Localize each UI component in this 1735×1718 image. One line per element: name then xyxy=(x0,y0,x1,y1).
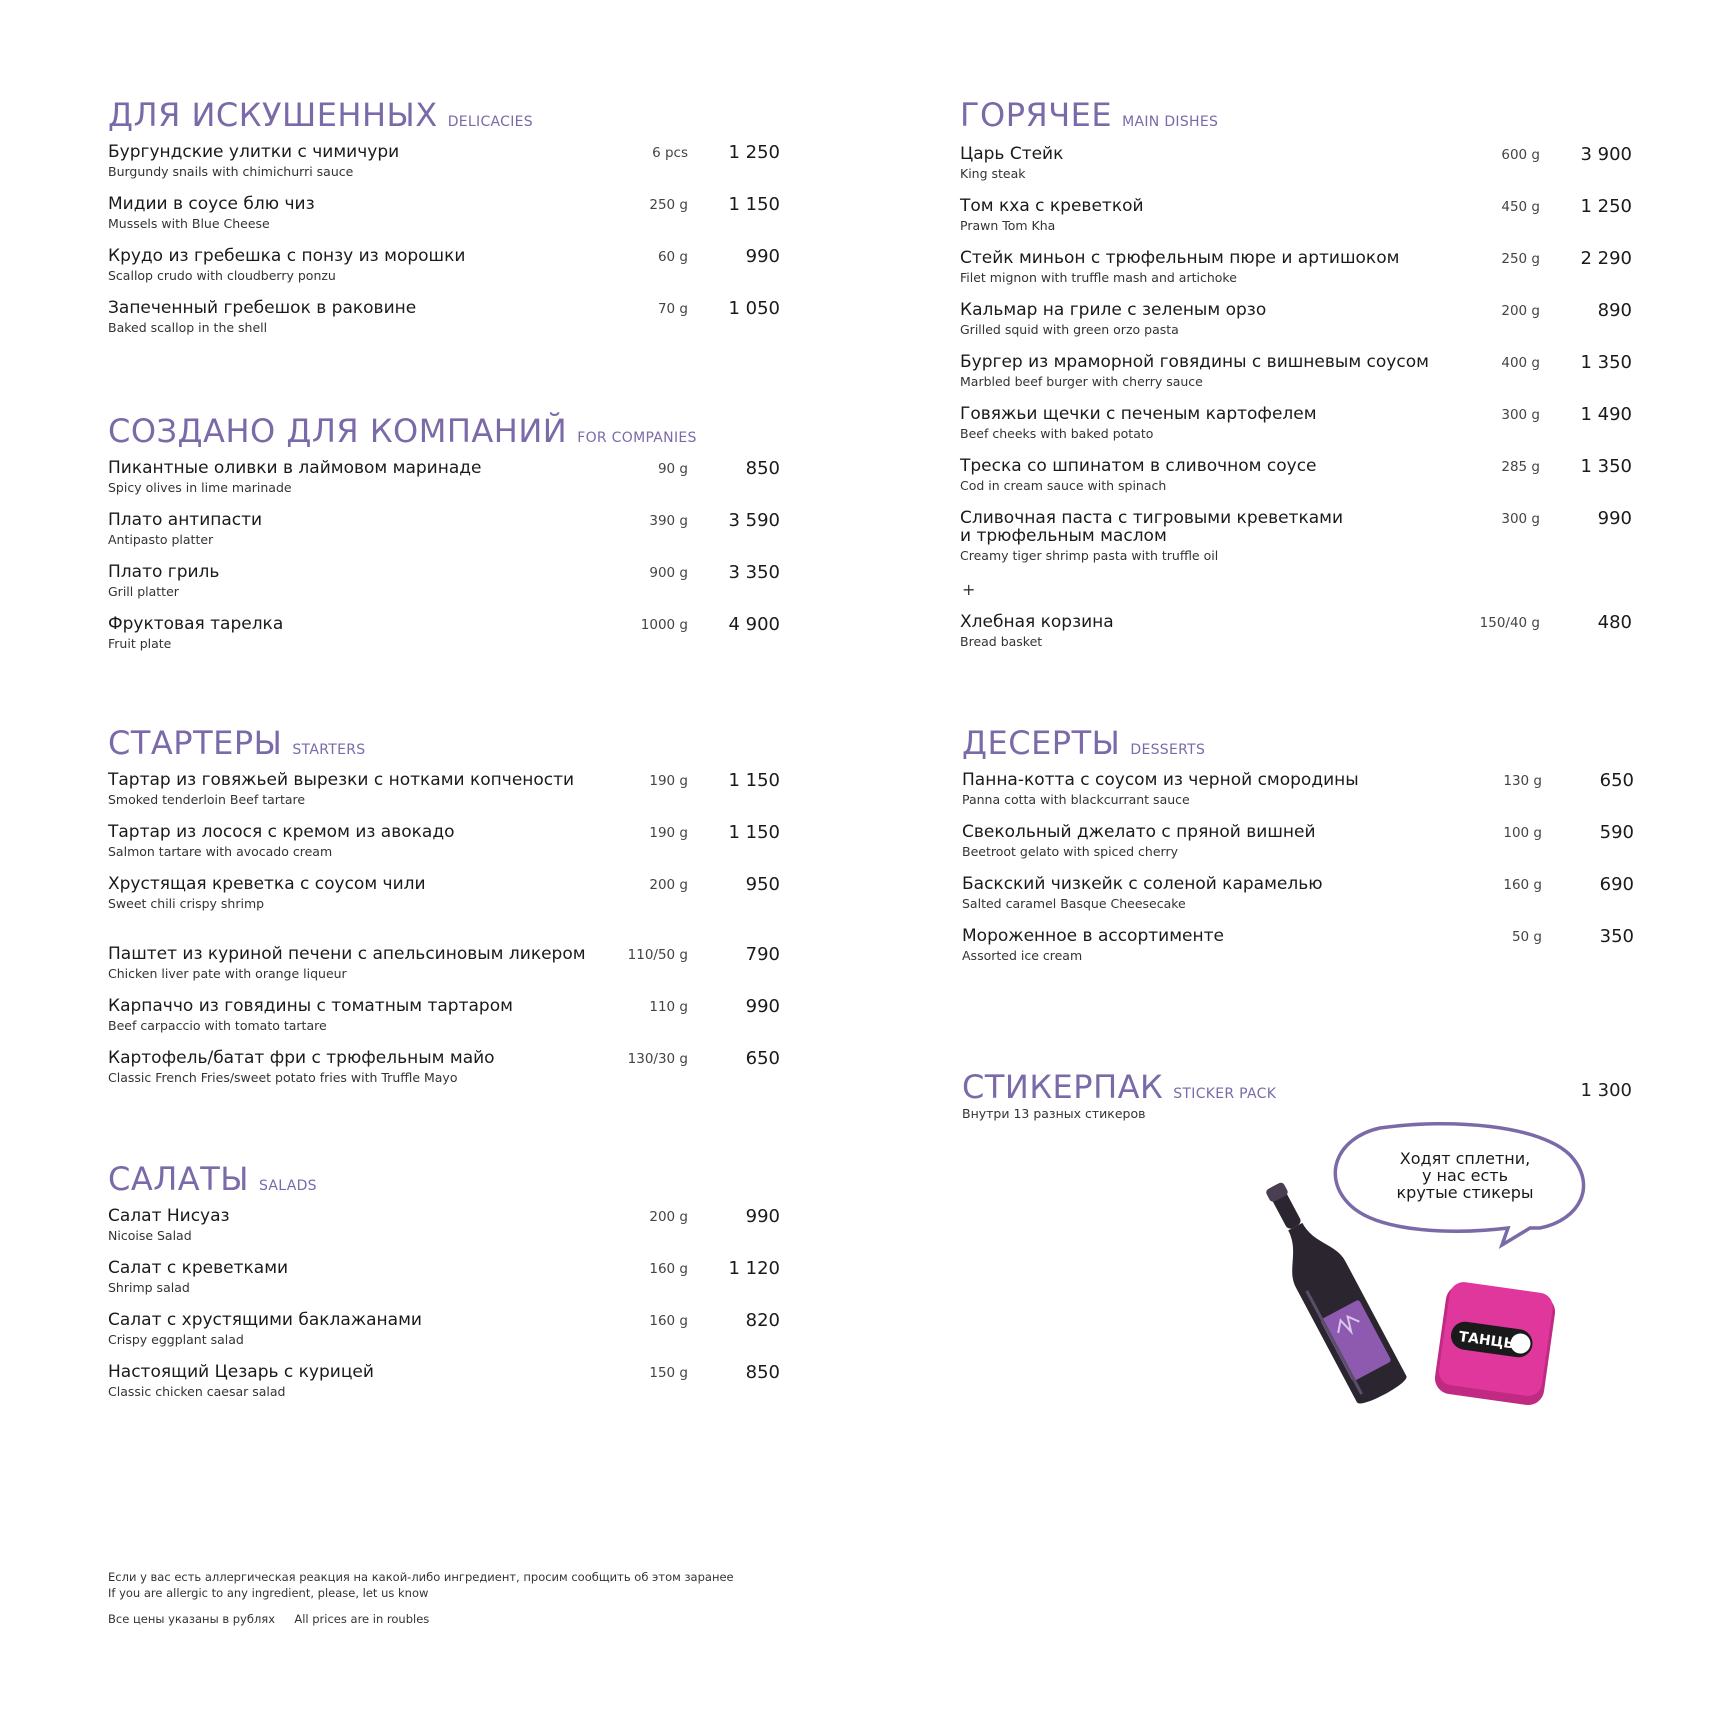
item-name-line2: и трюфельным маслом xyxy=(960,526,1167,546)
item-name-en: Creamy tiger shrimp pasta with truffle oil xyxy=(960,548,1219,563)
item-price: 850 xyxy=(745,458,780,479)
prices-note-en: All prices are in roubles xyxy=(294,1612,430,1626)
item-weight: 150 g xyxy=(649,1365,688,1381)
item-weight: 1000 g xyxy=(640,617,688,633)
menu-item xyxy=(960,144,1660,196)
item-price: 990 xyxy=(745,1206,780,1227)
item-name: Салат Нисуаз xyxy=(108,1206,230,1226)
item-name: Салат с хрустящими баклажанами xyxy=(108,1310,422,1330)
section-title-en: FOR COMPANIES xyxy=(577,430,697,446)
item-name-en: Filet mignon with truffle mash and artichoke xyxy=(960,270,1237,285)
item-name-en: Salmon tartare with avocado cream xyxy=(108,844,333,859)
item-weight: 400 g xyxy=(1501,355,1540,371)
section-starters xyxy=(108,724,808,1100)
item-weight: 200 g xyxy=(649,877,688,893)
item-name: Свекольный джелато с пряной вишней xyxy=(962,822,1316,842)
item-name-en: Baked scallop in the shell xyxy=(108,320,268,335)
section-title-ru: ДЕСЕРТЫ xyxy=(962,724,1121,762)
item-name-en: Fruit plate xyxy=(108,636,172,651)
item-weight: 200 g xyxy=(649,1209,688,1225)
menu-item xyxy=(108,996,808,1048)
item-name-en: Spicy olives in lime marinade xyxy=(108,480,292,495)
item-price: 480 xyxy=(1597,612,1632,633)
item-name: Картофель/батат фри с трюфельным майо xyxy=(108,1048,495,1068)
menu-item xyxy=(108,298,808,350)
sticker-badge-text: ТАНЦЫ xyxy=(1457,1328,1519,1354)
item-price: 690 xyxy=(1599,874,1634,895)
section-title-ru: ГОРЯЧЕЕ xyxy=(960,96,1113,134)
item-name-en: Prawn Tom Kha xyxy=(960,218,1056,233)
item-name: Настоящий Цезарь с курицей xyxy=(108,1362,374,1382)
section-title xyxy=(108,1160,808,1198)
plus-sign: + xyxy=(962,580,976,599)
item-name-en: Burgundy snails with chimichurri sauce xyxy=(108,164,354,179)
section-title xyxy=(962,724,1662,762)
item-name: Тартар из говяжьей вырезки с нотками копчености xyxy=(108,770,575,790)
item-name-en: Classic chicken caesar salad xyxy=(108,1384,286,1399)
item-name: Плато антипасти xyxy=(108,510,263,530)
item-name: Мороженное в ассортименте xyxy=(962,926,1224,946)
menu-item xyxy=(108,1206,808,1258)
item-name-en: King steak xyxy=(960,166,1026,181)
menu-item xyxy=(108,944,808,996)
item-name-en: Mussels with Blue Cheese xyxy=(108,216,270,231)
item-price: 1 150 xyxy=(728,822,780,843)
item-weight: 130 g xyxy=(1503,773,1542,789)
item-name-en: Nicoise Salad xyxy=(108,1228,192,1243)
item-name: Бургундские улитки с чимичури xyxy=(108,142,400,162)
item-weight: 390 g xyxy=(649,513,688,529)
item-price: 850 xyxy=(745,1362,780,1383)
item-weight: 150/40 g xyxy=(1479,615,1540,631)
item-price: 3 350 xyxy=(728,562,780,583)
prices-note-ru: Все цены указаны в рублях xyxy=(108,1612,276,1626)
item-price: 1 120 xyxy=(728,1258,780,1279)
section-title-en: MAIN DISHES xyxy=(1122,114,1219,130)
menu-item xyxy=(108,1362,808,1414)
item-price: 950 xyxy=(745,874,780,895)
item-name: Тартар из лосося с кремом из авокадо xyxy=(108,822,455,842)
item-weight: 450 g xyxy=(1501,199,1540,215)
section-title-ru: СТАРТЕРЫ xyxy=(108,724,283,762)
item-name: Говяжьи щечки с печеным картофелем xyxy=(960,404,1317,424)
item-price: 890 xyxy=(1597,300,1632,321)
item-price: 650 xyxy=(1599,770,1634,791)
menu-item xyxy=(960,612,1660,664)
section-title-en: STARTERS xyxy=(292,742,366,758)
section-title xyxy=(108,96,808,134)
section-title xyxy=(108,724,808,762)
item-weight: 110/50 g xyxy=(627,947,688,963)
item-price: 1 250 xyxy=(728,142,780,163)
menu-item xyxy=(960,456,1660,508)
item-price: 1 490 xyxy=(1580,404,1632,425)
section-delicacies xyxy=(108,96,808,350)
item-price: 1 350 xyxy=(1580,352,1632,373)
item-name: Баскский чизкейк с соленой карамелью xyxy=(962,874,1323,894)
item-name-en: Grill platter xyxy=(108,584,179,599)
menu-item xyxy=(960,404,1660,456)
item-price: 1 150 xyxy=(728,194,780,215)
prices-note xyxy=(108,1612,429,1626)
item-name: Кальмар на гриле с зеленым орзо xyxy=(960,300,1267,320)
item-weight: 60 g xyxy=(657,249,688,265)
item-name: Паштет из куриной печени с апельсиновым ликером xyxy=(108,944,586,964)
section-title-ru: СОЗДАНО ДЛЯ КОМПАНИЙ xyxy=(108,412,568,450)
section-sticker-pack xyxy=(962,1068,1642,1106)
item-name-en: Scallop crudo with cloudberry ponzu xyxy=(108,268,336,283)
item-name: Бургер из мраморной говядины с вишневым соусом xyxy=(960,352,1429,372)
item-name-en: Sweet chili crispy shrimp xyxy=(108,896,265,911)
item-price: 350 xyxy=(1599,926,1634,947)
menu-item xyxy=(108,614,808,666)
item-price: 990 xyxy=(745,246,780,267)
item-weight: 50 g xyxy=(1511,929,1542,945)
section-title-en: SALADS xyxy=(258,1178,317,1194)
menu-item xyxy=(108,1258,808,1310)
item-weight: 6 pcs xyxy=(652,145,688,161)
item-weight: 200 g xyxy=(1501,303,1540,319)
item-weight: 70 g xyxy=(657,301,688,317)
item-name-en: Salted caramel Basque Cheesecake xyxy=(962,896,1186,911)
item-weight: 250 g xyxy=(1501,251,1540,267)
bread-item-wrap xyxy=(960,612,1660,664)
menu-item xyxy=(108,142,808,194)
item-price: 3 900 xyxy=(1580,144,1632,165)
item-weight: 110 g xyxy=(649,999,688,1015)
bubble-line: Ходят сплетни, xyxy=(1399,1149,1531,1168)
item-name-en: Grilled squid with green orzo pasta xyxy=(960,322,1179,337)
item-name: Запеченный гребешок в раковине xyxy=(108,298,417,318)
item-weight: 190 g xyxy=(649,825,688,841)
item-weight: 160 g xyxy=(1503,877,1542,893)
item-price: 4 900 xyxy=(728,614,780,635)
menu-item xyxy=(962,822,1662,874)
allergy-note-en: If you are allergic to any ingredient, please, let us know xyxy=(108,1586,429,1600)
item-weight: 160 g xyxy=(649,1313,688,1329)
menu-item xyxy=(108,1310,808,1362)
menu-item xyxy=(960,352,1660,404)
menu-item xyxy=(960,196,1660,248)
menu-item xyxy=(108,510,808,562)
item-weight: 600 g xyxy=(1501,147,1540,163)
menu-item xyxy=(108,874,808,944)
item-name-en: Beef carpaccio with tomato tartare xyxy=(108,1018,327,1033)
item-name-en: Smoked tenderloin Beef tartare xyxy=(108,792,306,807)
item-price: 1 250 xyxy=(1580,196,1632,217)
menu-item xyxy=(108,562,808,614)
item-name-en: Assorted ice cream xyxy=(962,948,1083,963)
item-weight: 190 g xyxy=(649,773,688,789)
item-name-en: Antipasto platter xyxy=(108,532,214,547)
item-name-en: Classic French Fries/sweet potato fries with Truffle Mayo xyxy=(108,1070,458,1085)
item-weight: 160 g xyxy=(649,1261,688,1277)
item-weight: 300 g xyxy=(1501,511,1540,527)
item-name-en: Shrimp salad xyxy=(108,1280,190,1295)
section-main-dishes xyxy=(960,96,1660,578)
item-name: Салат с креветками xyxy=(108,1258,289,1278)
item-name-en: Chicken liver pate with orange liqueur xyxy=(108,966,347,981)
item-weight: 285 g xyxy=(1501,459,1540,475)
item-price: 1 050 xyxy=(728,298,780,319)
item-name: Сливочная паста с тигровыми креветками xyxy=(960,508,1344,528)
menu-item xyxy=(960,248,1660,300)
section-title xyxy=(108,412,808,450)
item-name-en: Cod in cream sauce with spinach xyxy=(960,478,1167,493)
section-title-en: STICKER PACK xyxy=(1173,1086,1277,1102)
item-name-en: Crispy eggplant salad xyxy=(108,1332,244,1347)
speech-bubble-text xyxy=(1340,1150,1590,1201)
item-price: 820 xyxy=(745,1310,780,1331)
menu-item xyxy=(108,458,808,510)
item-price: 2 290 xyxy=(1580,248,1632,269)
menu-item xyxy=(108,822,808,874)
item-weight: 90 g xyxy=(657,461,688,477)
item-name-en: Panna cotta with blackcurrant sauce xyxy=(962,792,1190,807)
item-name: Стейк миньон с трюфельным пюре и артишоком xyxy=(960,248,1400,268)
item-price: 3 590 xyxy=(728,510,780,531)
dance-sticker-image xyxy=(1433,1280,1558,1407)
menu-item xyxy=(962,770,1662,822)
item-name: Пикантные оливки в лаймовом маринаде xyxy=(108,458,482,478)
item-weight: 900 g xyxy=(649,565,688,581)
item-name: Панна-котта с соусом из черной смородины xyxy=(962,770,1359,790)
menu-item xyxy=(108,194,808,246)
item-weight: 300 g xyxy=(1501,407,1540,423)
item-name: Хрустящая креветка с соусом чили xyxy=(108,874,426,894)
section-title-ru: ДЛЯ ИСКУШЕННЫХ xyxy=(108,96,438,134)
section-title-ru: САЛАТЫ xyxy=(108,1160,249,1198)
section-title-en: DELICACIES xyxy=(447,114,533,130)
item-name: Том кха с креветкой xyxy=(960,196,1144,216)
item-price: 590 xyxy=(1599,822,1634,843)
bubble-line: у нас есть xyxy=(1421,1166,1509,1185)
item-name: Хлебная корзина xyxy=(960,612,1114,632)
item-price: 1 150 xyxy=(728,770,780,791)
item-weight: 100 g xyxy=(1503,825,1542,841)
item-weight: 130/30 g xyxy=(627,1051,688,1067)
item-name-en: Marbled beef burger with cherry sauce xyxy=(960,374,1203,389)
item-weight: 250 g xyxy=(649,197,688,213)
section-title xyxy=(962,1068,1642,1106)
section-title xyxy=(960,96,1660,134)
menu-item xyxy=(962,926,1662,978)
item-name: Мидии в соусе блю чиз xyxy=(108,194,315,214)
item-price: 990 xyxy=(1597,508,1632,529)
menu-item xyxy=(960,300,1660,352)
item-name: Царь Стейк xyxy=(960,144,1064,164)
item-name-en: Beetroot gelato with spiced cherry xyxy=(962,844,1178,859)
section-title-en: DESSERTS xyxy=(1130,742,1206,758)
item-name: Крудо из гребешка с понзу из морошки xyxy=(108,246,466,266)
menu-item xyxy=(108,770,808,822)
menu-item xyxy=(108,246,808,298)
item-name-en: Beef cheeks with baked potato xyxy=(960,426,1154,441)
item-price: 1 350 xyxy=(1580,456,1632,477)
allergy-note-ru: Если у вас есть аллергическая реакция на какой-либо ингредиент, просим сообщить об этом заранее xyxy=(108,1570,734,1584)
item-price: 650 xyxy=(745,1048,780,1069)
item-price: 790 xyxy=(745,944,780,965)
menu-item xyxy=(962,874,1662,926)
sticker-pack-description: Внутри 13 разных стикеров xyxy=(962,1106,1146,1121)
sticker-pack-price: 1 300 xyxy=(1580,1080,1632,1101)
item-price: 990 xyxy=(745,996,780,1017)
section-desserts xyxy=(962,724,1662,978)
menu-item xyxy=(108,1048,808,1100)
section-companies xyxy=(108,412,808,666)
item-name: Карпаччо из говядины с томатным тартаром xyxy=(108,996,513,1016)
item-name-en: Bread basket xyxy=(960,634,1043,649)
menu-item xyxy=(960,508,1660,578)
item-name: Плато гриль xyxy=(108,562,220,582)
section-title-ru: СТИКЕРПАК xyxy=(962,1068,1164,1106)
item-name: Фруктовая тарелка xyxy=(108,614,284,634)
section-salads xyxy=(108,1160,808,1414)
item-name: Треска со шпинатом в сливочном соусе xyxy=(960,456,1317,476)
bubble-line: крутые стикеры xyxy=(1396,1183,1534,1202)
